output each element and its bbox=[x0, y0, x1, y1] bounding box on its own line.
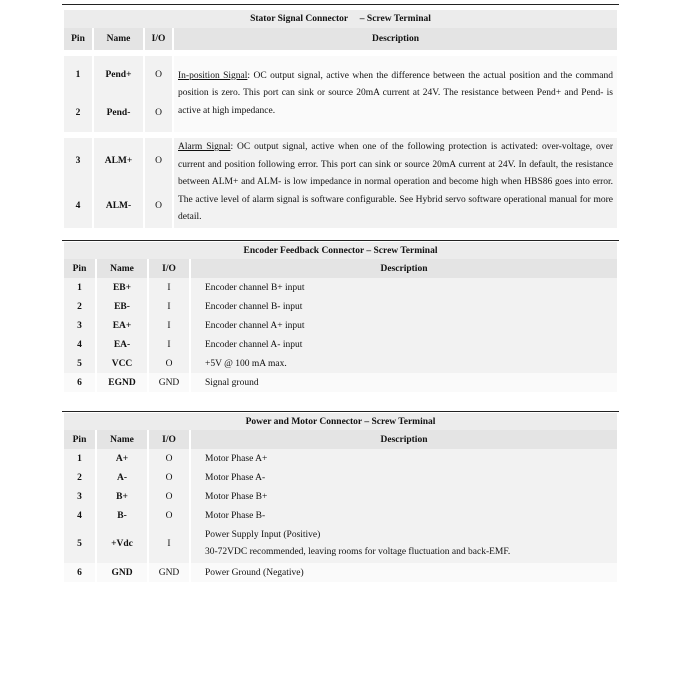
io-cell: O bbox=[149, 487, 189, 506]
pin-cell: 6 bbox=[64, 563, 95, 582]
description-cell: +5V @ 100 mA max. bbox=[191, 354, 617, 373]
signal-name: Alarm Signal bbox=[178, 142, 231, 153]
col-header-io: I/O bbox=[145, 28, 172, 50]
name-cell: B+ bbox=[97, 487, 147, 506]
table-row bbox=[64, 449, 617, 468]
name-cell: Pend+ bbox=[94, 56, 143, 94]
name-cell: GND bbox=[97, 563, 147, 582]
table-row bbox=[64, 297, 617, 316]
table-title: Power and Motor Connector – Screw Terminal bbox=[64, 413, 617, 430]
table-row bbox=[64, 354, 617, 373]
io-cell: I bbox=[149, 316, 189, 335]
io-cell: GND bbox=[149, 373, 189, 392]
io-cell: I bbox=[149, 335, 189, 354]
description-cell: Motor Phase A+ bbox=[191, 449, 617, 468]
table-row bbox=[64, 56, 617, 94]
io-cell: O bbox=[145, 94, 172, 132]
encoder-feedback-table bbox=[62, 242, 619, 392]
pin-cell: 1 bbox=[64, 449, 95, 468]
power-motor-table bbox=[62, 413, 619, 582]
name-cell: EA+ bbox=[97, 316, 147, 335]
col-header-name: Name bbox=[97, 430, 147, 449]
table-row bbox=[64, 563, 617, 582]
pin-cell: 4 bbox=[64, 184, 92, 228]
description-cell: Power Ground (Negative) bbox=[191, 563, 617, 582]
io-cell: GND bbox=[149, 563, 189, 582]
pin-cell: 6 bbox=[64, 373, 95, 392]
name-cell: A- bbox=[97, 468, 147, 487]
table-row bbox=[64, 335, 617, 354]
pin-cell: 3 bbox=[64, 138, 92, 184]
pin-cell: 2 bbox=[64, 94, 92, 132]
description-cell: Encoder channel B+ input bbox=[191, 278, 617, 297]
name-cell: ALM- bbox=[94, 184, 143, 228]
table-row bbox=[64, 373, 617, 392]
table-row bbox=[64, 487, 617, 506]
col-header-io: I/O bbox=[149, 259, 189, 278]
name-cell: A+ bbox=[97, 449, 147, 468]
stator-signal-table bbox=[62, 10, 619, 228]
col-header-description: Description bbox=[191, 430, 617, 449]
io-cell: O bbox=[149, 506, 189, 525]
io-cell: I bbox=[149, 297, 189, 316]
description-cell: Encoder channel B- input bbox=[191, 297, 617, 316]
table-title: Stator Signal Connector – Screw Terminal bbox=[64, 10, 617, 28]
io-cell: I bbox=[149, 525, 189, 563]
col-header-pin: Pin bbox=[64, 28, 92, 50]
name-cell: ALM+ bbox=[94, 138, 143, 184]
description-cell: Motor Phase B+ bbox=[191, 487, 617, 506]
name-cell: Pend- bbox=[94, 94, 143, 132]
description-cell bbox=[191, 525, 617, 563]
pin-cell: 4 bbox=[64, 335, 95, 354]
col-header-pin: Pin bbox=[64, 430, 95, 449]
description-cell: Signal ground bbox=[191, 373, 617, 392]
pin-cell: 2 bbox=[64, 468, 95, 487]
name-cell: VCC bbox=[97, 354, 147, 373]
io-cell: O bbox=[149, 468, 189, 487]
name-cell: +Vdc bbox=[97, 525, 147, 563]
description-cell bbox=[174, 56, 617, 132]
signal-name: In-position Signal bbox=[178, 70, 248, 81]
pin-cell: 3 bbox=[64, 316, 95, 335]
col-header-name: Name bbox=[97, 259, 147, 278]
table-row bbox=[64, 278, 617, 297]
name-cell: EGND bbox=[97, 373, 147, 392]
description-cell: Encoder channel A- input bbox=[191, 335, 617, 354]
col-header-pin: Pin bbox=[64, 259, 95, 278]
pin-cell: 2 bbox=[64, 297, 95, 316]
io-cell: O bbox=[145, 138, 172, 184]
io-cell: O bbox=[149, 354, 189, 373]
table-row bbox=[64, 138, 617, 184]
col-header-description: Description bbox=[191, 259, 617, 278]
pin-cell: 4 bbox=[64, 506, 95, 525]
table-row bbox=[64, 506, 617, 525]
section-rule bbox=[62, 240, 619, 241]
table-row bbox=[64, 468, 617, 487]
io-cell: I bbox=[149, 278, 189, 297]
description-cell: Motor Phase B- bbox=[191, 506, 617, 525]
table-row bbox=[64, 525, 617, 563]
description-cell bbox=[174, 138, 617, 228]
description-line: Power Supply Input (Positive) bbox=[205, 530, 321, 540]
col-header-description: Description bbox=[174, 28, 617, 50]
section-rule bbox=[62, 411, 619, 412]
name-cell: EB- bbox=[97, 297, 147, 316]
io-cell: O bbox=[149, 449, 189, 468]
description-text: : OC output signal, active when the difference between the actual position and the command position is zero. This port can sink or source 20mA current at 24V. The resistance between Pend+ and Pend- is active at high impedance. bbox=[178, 70, 614, 116]
col-header-io: I/O bbox=[149, 430, 189, 449]
top-rule bbox=[62, 4, 619, 5]
description-cell: Motor Phase A- bbox=[191, 468, 617, 487]
io-cell: O bbox=[145, 184, 172, 228]
description-cell: Encoder channel A+ input bbox=[191, 316, 617, 335]
col-header-name: Name bbox=[94, 28, 143, 50]
pin-cell: 3 bbox=[64, 487, 95, 506]
io-cell: O bbox=[145, 56, 172, 94]
table-row bbox=[64, 316, 617, 335]
pin-cell: 5 bbox=[64, 354, 95, 373]
table-title: Encoder Feedback Connector – Screw Terminal bbox=[64, 242, 617, 259]
name-cell: EB+ bbox=[97, 278, 147, 297]
description-line: 30-72VDC recommended, leaving rooms for voltage fluctuation and back-EMF. bbox=[205, 547, 511, 557]
name-cell: B- bbox=[97, 506, 147, 525]
pin-cell: 5 bbox=[64, 525, 95, 563]
pin-cell: 1 bbox=[64, 278, 95, 297]
description-text: : OC output signal, active when one of the following protection is activated: over-voltage, over current and position following error. This port can sink or source 20mA current at 24V. In default, the resistance between ALM+ and ALM- is low impedance in normal operation and become high when HBS86 goes into error. The active level of alarm signal is software configurable. See Hybrid servo software operational manual for more detail. bbox=[178, 142, 613, 223]
pin-cell: 1 bbox=[64, 56, 92, 94]
name-cell: EA- bbox=[97, 335, 147, 354]
